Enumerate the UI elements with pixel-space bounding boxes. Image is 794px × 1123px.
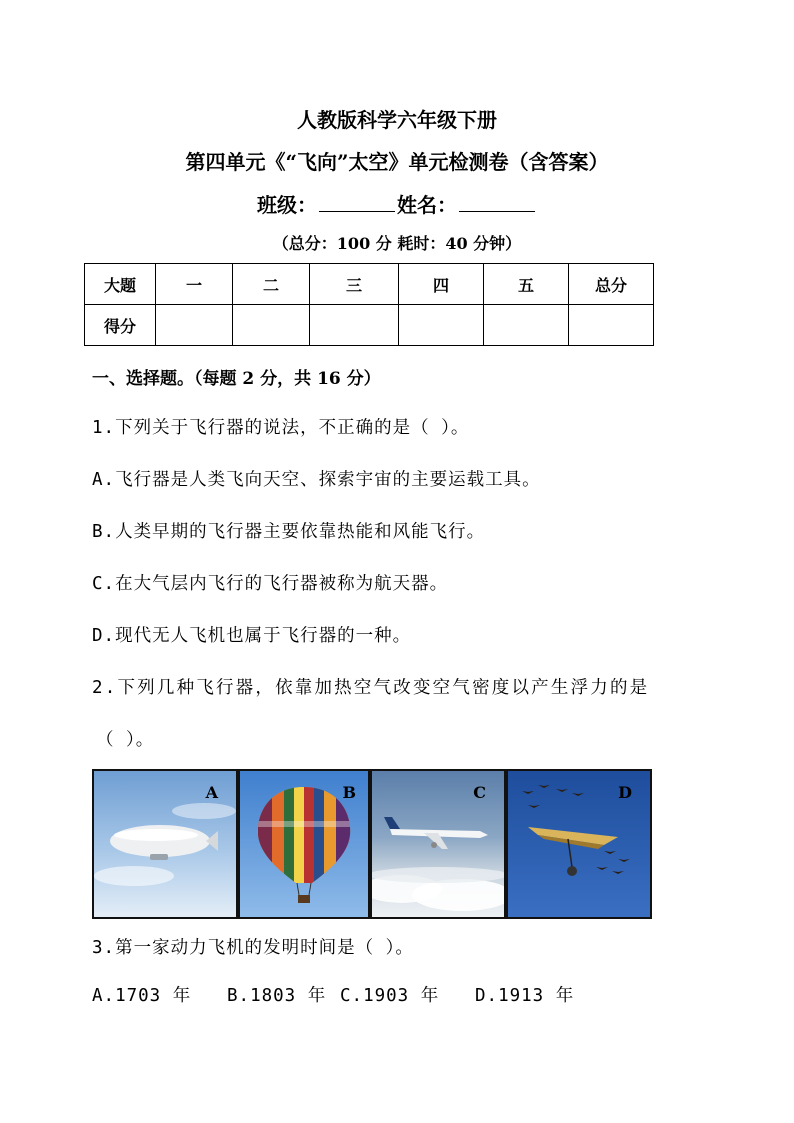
question-2-stem-cont: （ ）。 [96, 730, 155, 750]
question-3-option-c: C.1903 年 [340, 986, 440, 1006]
hot-air-balloon-image [238, 769, 370, 919]
score-row-label: 得分 [85, 305, 156, 346]
exam-subtitle: 第四单元《“飞向”太空》单元检测卷（含答案） [185, 150, 609, 174]
exam-info: （总分：100 分 耗时：40 分钟） [272, 234, 522, 253]
image-letter-a: A [205, 783, 218, 802]
question-1-option-b: B.人类早期的飞行器主要依靠热能和风能飞行。 [92, 522, 486, 542]
question-3-stem: 3.第一家动力飞机的发明时间是（ ）。 [92, 938, 414, 958]
score-table-score-row [85, 305, 654, 346]
score-input-cell[interactable] [484, 305, 569, 346]
score-header-cell: 大题 [85, 264, 156, 305]
class-label: 班级： [257, 193, 317, 217]
score-input-cell[interactable] [233, 305, 310, 346]
question-1-stem: 1.下列关于飞行器的说法，不正确的是（ ）。 [92, 418, 470, 438]
question-2-stem: 2.下列几种飞行器，依靠加热空气改变空气密度以产生浮力的是 [92, 678, 650, 698]
question-1-option-a: A.飞行器是人类飞向天空、探索宇宙的主要运载工具。 [92, 470, 541, 490]
score-header-cell: 总分 [569, 264, 654, 305]
image-letter-c: C [473, 783, 486, 802]
score-input-cell[interactable] [569, 305, 654, 346]
section-title: 一、选择题。（每题 2 分，共 16 分） [92, 369, 381, 389]
score-input-cell[interactable] [310, 305, 399, 346]
question-3-option-b: B.1803 年 [227, 986, 327, 1006]
score-header-cell: 三 [310, 264, 399, 305]
question-1-option-d: D.现代无人飞机也属于飞行器的一种。 [92, 626, 412, 646]
image-letter-d: D [618, 783, 632, 802]
student-info-line [0, 189, 794, 218]
score-input-cell[interactable] [156, 305, 233, 346]
score-input-cell[interactable] [399, 305, 484, 346]
score-table-header-row [85, 264, 654, 305]
score-header-cell: 五 [484, 264, 569, 305]
name-blank [459, 193, 535, 212]
question-3-options [92, 982, 574, 1007]
score-header-cell: 二 [233, 264, 310, 305]
question-2-images [92, 769, 652, 917]
score-table [84, 263, 654, 346]
class-blank [319, 193, 395, 212]
question-3-option-d: D.1913 年 [475, 986, 575, 1006]
question-1-option-c: C.在大气层内飞行的飞行器被称为航天器。 [92, 574, 449, 594]
image-letter-b: B [342, 783, 356, 802]
question-3-option-a: A.1703 年 [92, 986, 192, 1006]
hang-glider-image [506, 769, 652, 919]
score-header-cell: 四 [399, 264, 484, 305]
name-label: 姓名： [397, 193, 457, 217]
airplane-image [370, 769, 506, 919]
exam-title: 人教版科学六年级下册 [297, 108, 497, 132]
score-header-cell: 一 [156, 264, 233, 305]
airship-image [92, 769, 238, 919]
